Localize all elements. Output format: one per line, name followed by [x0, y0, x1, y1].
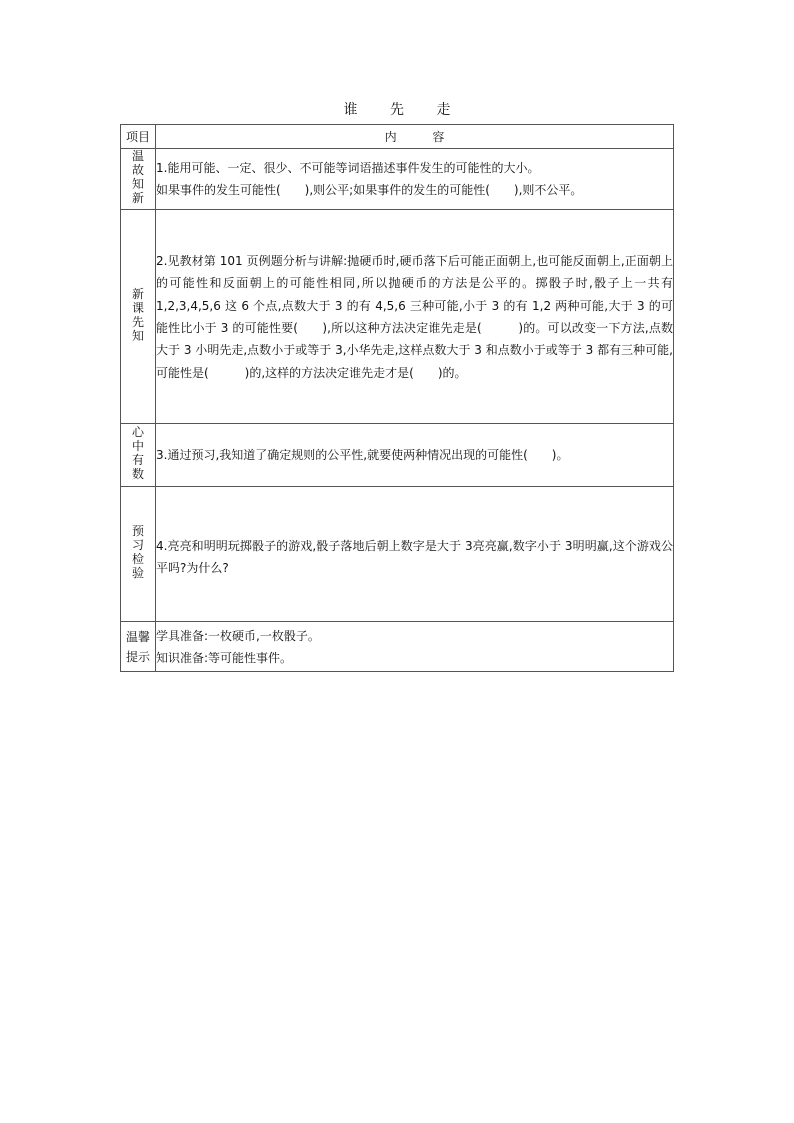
preview-table [120, 124, 674, 672]
table-row [121, 487, 674, 622]
row-label-summary: 心中有数 [131, 425, 144, 481]
row-label-tips-2: 提示 [125, 649, 150, 664]
tips-line-1: 学具准备:一枚硬币,一枚骰子。 [156, 628, 320, 643]
table-row [121, 210, 674, 424]
page-title: 谁 先 走 [343, 102, 465, 118]
table-row [121, 622, 674, 672]
header-content: 内 容 [156, 125, 674, 149]
tips-line-2: 知识准备:等可能性事件。 [156, 650, 293, 665]
review-line-1: 1.能用可能、一定、很少、不可能等词语描述事件发生的可能性的大小。 [156, 161, 540, 175]
check-question-text: 4.亮亮和明明玩掷骰子的游戏,骰子落地后朝上数字是大于 3亮亮赢,数字小于 3明明赢,这个游戏公平吗?为什么? [156, 539, 673, 575]
row-label-review: 温故知新 [131, 149, 144, 205]
table-header-row [121, 125, 674, 149]
row-label-tips-1: 温馨 [125, 629, 150, 644]
header-label: 项目 [121, 125, 156, 149]
row-label-check: 预习检验 [131, 524, 144, 580]
table-row [121, 149, 674, 210]
new-lesson-text: 2.见教材第 101 页例题分析与讲解:抛硬币时,硬币落下后可能正面朝上,也可能反面朝上,正面朝上的可能性和反面朝上的可能性相同,所以抛硬币的方法是公平的。掷骰子时,骰子上一共有 1,2,3,4,5,6 这 6 个点,点数大于 3 的有 4,5,6 三种可能,小于 3 的有 1,2 两种可能,大于 3 的可能性比小于 3 的可能性要( ),所以这种方法决定谁先走是( )的。可以改变一下方法,点数大于 3 小明先走,点数小于或等于 3,小华先走,这样点数大于 3 和点数小于或等于 3 都有三种可能,可能性是( )的,这样的方法决定谁先走才是( )的。 [156, 253, 673, 380]
table-row [121, 424, 674, 487]
row-label-new-lesson: 新课先知 [131, 286, 144, 343]
summary-text: 3.通过预习,我知道了确定规则的公平性,就要使两种情况出现的可能性( )。 [156, 448, 569, 462]
review-line-2: 如果事件的发生可能性( ),则公平;如果事件的发生的可能性( ),则不公平。 [156, 183, 583, 197]
